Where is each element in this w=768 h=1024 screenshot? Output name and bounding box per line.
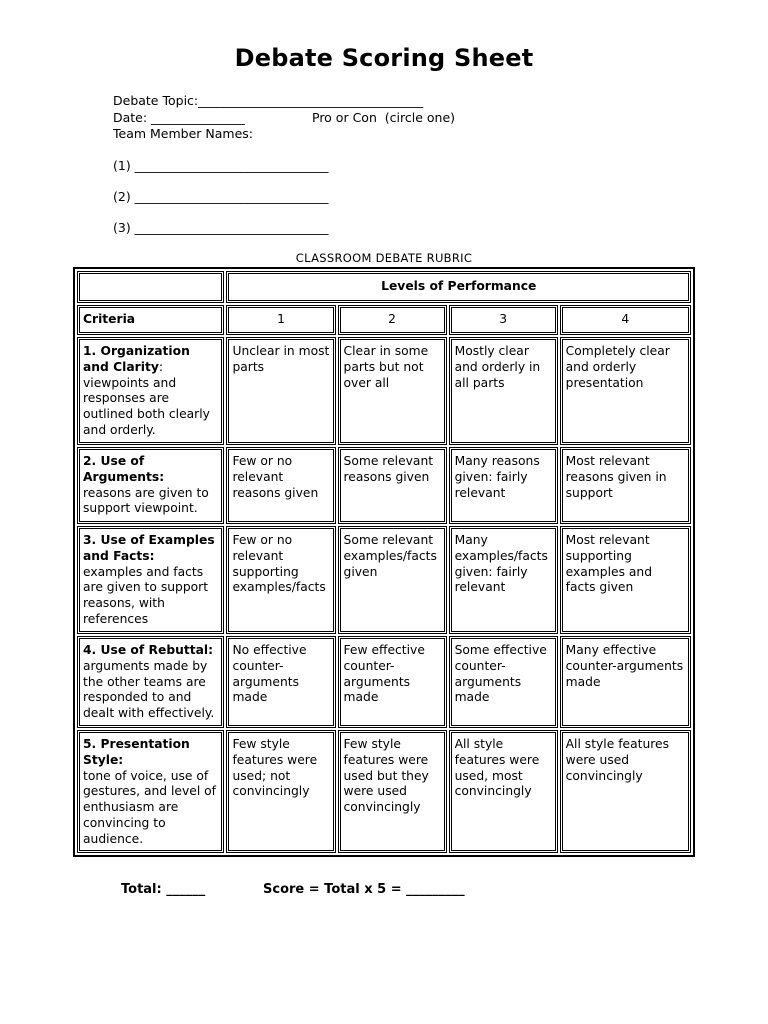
level-4-cell: Many effective counter-arguments made <box>560 636 691 728</box>
level-4-cell: Most relevant reasons given in support <box>560 447 691 524</box>
criterion-description: examples and facts are given to support reasons, with references <box>83 564 209 626</box>
level-3-cell: Many examples/facts given: fairly relevant <box>449 526 558 634</box>
member-line-3: (3) _______________________________ <box>113 220 329 235</box>
member-line-2: (2) _______________________________ <box>113 189 329 204</box>
criterion-title: 1. Organization and Clarity <box>83 344 190 374</box>
level-1-header: 1 <box>226 305 335 335</box>
level-3-cell: All style features were used, most convincingly <box>449 730 558 853</box>
criterion-cell <box>77 636 224 728</box>
level-2-cell: Clear in some parts but not over all <box>338 337 447 445</box>
rubric-row <box>77 447 691 524</box>
levels-header: Levels of Performance <box>226 271 691 303</box>
criterion-cell <box>77 526 224 634</box>
level-2-cell: Few style features were used but they were used convincingly <box>338 730 447 853</box>
level-4-cell: Most relevant supporting examples and facts given <box>560 526 691 634</box>
level-2-header: 2 <box>338 305 447 335</box>
level-4-header: 4 <box>560 305 691 335</box>
rubric-header-row <box>77 271 691 303</box>
rubric-caption: CLASSROOM DEBATE RUBRIC <box>295 251 473 265</box>
level-3-cell: Mostly clear and orderly in all parts <box>449 337 558 445</box>
pro-con-label: Pro or Con (circle one) <box>312 110 456 125</box>
criterion-suffix: : <box>158 359 164 374</box>
level-2-cell: Some relevant examples/facts given <box>338 526 447 634</box>
criterion-description: arguments made by the other teams are responded to and dealt with effectively. <box>83 658 215 721</box>
score-line: Score = Total x 5 = _________ <box>263 882 465 897</box>
level-4-cell: All style features were used convincingly <box>560 730 691 853</box>
total-line: Total: ______ <box>121 882 206 897</box>
level-1-cell: Few or no relevant reasons given <box>226 447 335 524</box>
criterion-description: reasons are given to support viewpoint. <box>83 485 209 516</box>
rubric-row <box>77 730 691 853</box>
level-4-cell: Completely clear and orderly presentation <box>560 337 691 445</box>
level-1-cell: Unclear in most parts <box>226 337 335 445</box>
level-3-header: 3 <box>449 305 558 335</box>
page-title: Debate Scoring Sheet <box>234 44 534 72</box>
level-1-cell: No effective counter-arguments made <box>226 636 335 728</box>
criterion-cell <box>77 447 224 524</box>
criterion-title: 3. Use of Examples and Facts: <box>83 533 215 563</box>
criteria-header: Criteria <box>77 305 224 335</box>
level-2-cell: Some relevant reasons given <box>338 447 447 524</box>
criterion-cell <box>77 730 224 853</box>
debate-topic-line: Debate Topic:____________________________________ <box>113 93 424 108</box>
criterion-cell <box>77 337 224 445</box>
level-3-cell: Many reasons given: fairly relevant <box>449 447 558 524</box>
criterion-title: 5. Presentation Style: <box>83 737 190 767</box>
rubric-row <box>77 526 691 634</box>
rubric-row <box>77 636 691 728</box>
criteria-header-row <box>77 305 691 335</box>
level-2-cell: Few effective counter-arguments made <box>338 636 447 728</box>
member-line-1: (1) _______________________________ <box>113 158 329 173</box>
date-line: Date: _______________ <box>113 110 245 125</box>
criterion-description: tone of voice, use of gestures, and level of enthusiasm are convincing to audience. <box>83 768 217 846</box>
team-members-label: Team Member Names: <box>113 126 254 141</box>
level-1-cell: Few or no relevant supporting examples/facts <box>226 526 335 634</box>
empty-corner-cell <box>77 271 224 303</box>
rubric-row <box>77 337 691 445</box>
criterion-title: 2. Use of Arguments: <box>83 454 165 484</box>
level-3-cell: Some effective counter-arguments made <box>449 636 558 728</box>
rubric-table <box>73 267 695 857</box>
level-1-cell: Few style features were used; not convincingly <box>226 730 335 853</box>
criterion-description: viewpoints and responses are outlined both clearly and orderly. <box>83 375 210 437</box>
criterion-title: 4. Use of Rebuttal: <box>83 643 214 657</box>
